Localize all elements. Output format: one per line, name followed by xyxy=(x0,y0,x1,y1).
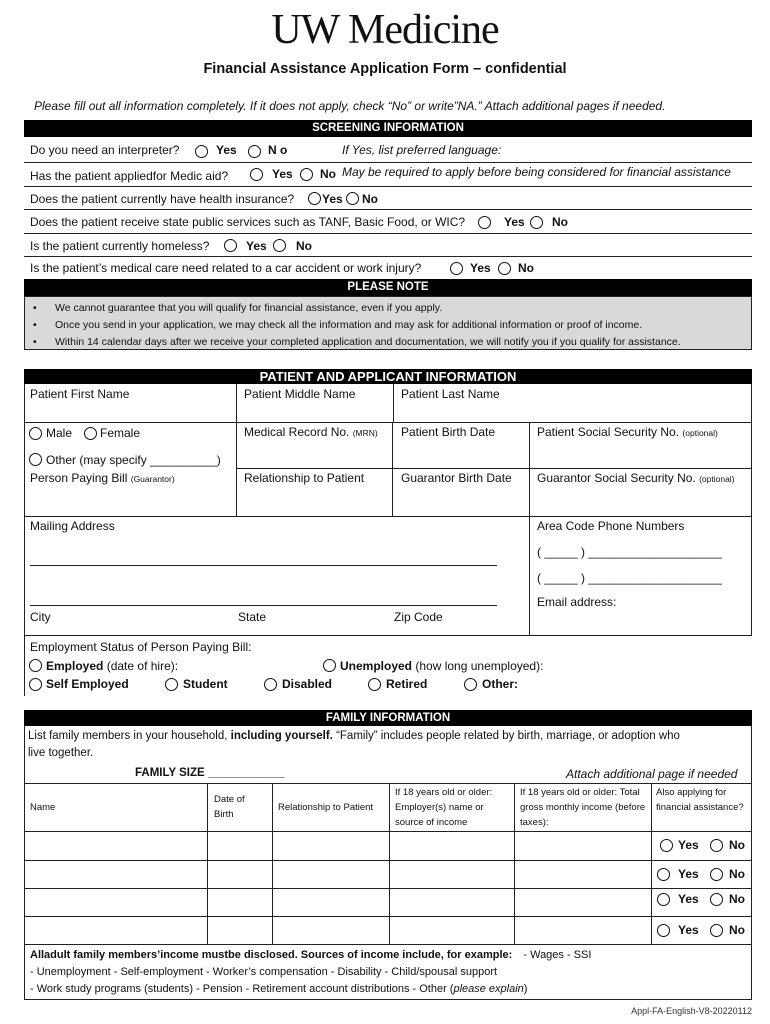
family-intro-d: live together. xyxy=(28,747,94,759)
please-note-item xyxy=(33,334,751,351)
insurance-no-radio[interactable] xyxy=(346,192,359,205)
public-services-no-radio[interactable] xyxy=(530,216,543,229)
medicaid-no-label: No xyxy=(320,167,336,181)
bullet: • xyxy=(33,302,37,314)
family-intro-a: List family members in your household, xyxy=(28,730,228,742)
mrn-abbrev: (MRN) xyxy=(352,428,378,438)
screening-header: SCREENING INFORMATION xyxy=(24,120,752,137)
homeless-no-label: No xyxy=(296,239,312,253)
public-services-no-label: No xyxy=(552,215,568,229)
mailing-address-line[interactable] xyxy=(30,565,497,566)
ssn-label xyxy=(537,425,718,439)
student-radio[interactable] xyxy=(165,678,178,691)
accident-yes-radio[interactable] xyxy=(450,262,463,275)
disabled-label: Disabled xyxy=(282,677,333,691)
family-row2-no-radio[interactable] xyxy=(710,868,723,881)
public-services-row xyxy=(24,210,752,234)
family-size-blank[interactable]: ____________ xyxy=(207,767,285,779)
insurance-question: Does the patient currently have health insurance? xyxy=(30,192,295,206)
please-note-text: Once you send in your application, we may check all the information and may ask for additional information or proof of income. xyxy=(55,319,643,331)
family-row2-yes-label: Yes xyxy=(678,867,699,881)
interpreter-no-radio[interactable] xyxy=(248,145,261,158)
family-row3-no-radio[interactable] xyxy=(710,893,723,906)
homeless-row xyxy=(24,234,752,257)
family-row3-no-label: No xyxy=(729,892,745,906)
unemployed-radio[interactable] xyxy=(323,659,336,672)
uw-medicine-logo: UW Medicine xyxy=(271,7,499,53)
family-row4-no-radio[interactable] xyxy=(710,924,723,937)
interpreter-yes-radio[interactable] xyxy=(195,145,208,158)
family-row4-yes-radio[interactable] xyxy=(657,924,670,937)
medicaid-row xyxy=(24,163,752,187)
other-gender-label: Other (may specify __________) xyxy=(46,453,221,467)
income-note-line3-text: - Work study programs (students) - Pension - Retirement account distributions - Other ( xyxy=(30,983,454,995)
homeless-no-radio[interactable] xyxy=(273,239,286,252)
attach-note: Attach additional page if needed xyxy=(566,767,738,781)
male-radio[interactable] xyxy=(29,427,42,440)
interpreter-yes-label: Yes xyxy=(216,143,237,157)
family-row2-no-label: No xyxy=(729,867,745,881)
insurance-yes-radio[interactable] xyxy=(308,192,321,205)
medicaid-question: Has the patient appliedfor Medic aid? xyxy=(30,169,229,183)
homeless-yes-radio[interactable] xyxy=(224,239,237,252)
unemployed-sub: (how long unemployed): xyxy=(415,659,544,673)
ssn-optional: (optional) xyxy=(682,428,718,438)
col-dob: Date of Birth xyxy=(214,794,245,820)
please-note-item xyxy=(33,317,751,334)
homeless-yes-label: Yes xyxy=(246,239,267,253)
family-intro-b: including yourself. xyxy=(230,730,333,742)
guarantor-ssn-text: Guarantor Social Security No. xyxy=(537,471,696,485)
income-note-line1 xyxy=(30,949,591,961)
employment-status-label: Employment Status of Person Paying Bill: xyxy=(30,640,252,654)
payer-guarantor: (Guarantor) xyxy=(130,474,175,484)
guarantor-birth-label: Guarantor Birth Date xyxy=(401,471,512,485)
footer-code: Appl-FA-English-V8-20220112 xyxy=(631,1006,752,1016)
form-title: Financial Assistance Application Form – confidential xyxy=(203,61,567,77)
accident-row xyxy=(24,257,752,279)
unemployed-text: Unemployed xyxy=(340,659,413,673)
family-intro xyxy=(28,730,680,742)
col-relationship: Relationship to Patient xyxy=(278,802,374,813)
insurance-yes-label: Yes xyxy=(322,192,343,206)
employed-label xyxy=(46,659,178,673)
phone-field-2[interactable]: ( _____ ) ____________________ xyxy=(537,571,722,585)
family-intro-c: “Family” includes people related by birth, marriage, or adoption who xyxy=(336,730,680,742)
family-row4-no-label: No xyxy=(729,923,745,937)
homeless-question: Is the patient currently homeless? xyxy=(30,239,210,253)
payer-text: Person Paying Bill xyxy=(30,471,128,485)
please-note-text: Within 14 calendar days after we receive your completed application and documentation, we will notify you if you qualify for assistance. xyxy=(55,336,681,348)
mrn-label xyxy=(244,425,378,439)
city-label: City xyxy=(30,610,51,624)
medicaid-note: May be required to apply before being considered for financial assistance xyxy=(342,165,731,179)
insurance-row xyxy=(24,187,752,210)
income-note-tail: - Wages - SSI xyxy=(523,949,592,961)
employed-radio[interactable] xyxy=(29,659,42,672)
student-label: Student xyxy=(183,677,228,691)
interpreter-question: Do you need an interpreter? xyxy=(30,143,180,157)
self-employed-label: Self Employed xyxy=(46,677,129,691)
col-employer: If 18 years old or older: Employer(s) name or source of income xyxy=(395,787,493,828)
insurance-no-label: No xyxy=(362,192,378,206)
other-status-label: Other: xyxy=(482,677,518,691)
accident-no-radio[interactable] xyxy=(498,262,511,275)
guarantor-ssn-label xyxy=(537,471,735,485)
state-label: State xyxy=(238,610,267,624)
self-employed-radio[interactable] xyxy=(29,678,42,691)
family-size-label xyxy=(135,767,285,779)
employed-text: Employed xyxy=(46,659,104,673)
family-row1-yes-label: Yes xyxy=(678,838,699,852)
zip-label: Zip Code xyxy=(394,610,443,624)
col-income: If 18 years old or older: Total gross monthly income (before taxes): xyxy=(520,787,646,828)
accident-question: Is the patient’s medical care need related to a car accident or work injury? xyxy=(30,261,422,275)
family-row3-yes-label: Yes xyxy=(678,892,699,906)
family-row1-no-label: No xyxy=(729,838,745,852)
disabled-radio[interactable] xyxy=(264,678,277,691)
family-header: FAMILY INFORMATION xyxy=(24,710,752,726)
mailing-address-line-2[interactable] xyxy=(30,605,497,606)
income-note-lead: Alladult family members’income mustbe disclosed. Sources of income include, for example: xyxy=(30,949,513,961)
income-note-line3-end: ) xyxy=(523,983,528,995)
mrn-text: Medical Record No. xyxy=(244,425,350,439)
male-label: Male xyxy=(46,426,73,440)
unemployed-label xyxy=(340,659,543,673)
mailing-address-label: Mailing Address xyxy=(30,519,115,533)
accident-yes-label: Yes xyxy=(470,261,491,275)
retired-radio[interactable] xyxy=(368,678,381,691)
family-row2-yes-radio[interactable] xyxy=(657,868,670,881)
ssn-text: Patient Social Security No. xyxy=(537,425,680,439)
bullet: • xyxy=(33,319,37,331)
bullet: • xyxy=(33,336,37,348)
employed-sub: (date of hire): xyxy=(106,659,179,673)
interpreter-language-note: If Yes, list preferred language: xyxy=(342,143,502,157)
interpreter-no-label: N o xyxy=(268,143,288,157)
relationship-label: Relationship to Patient xyxy=(244,471,365,485)
family-row1-no-radio[interactable] xyxy=(710,839,723,852)
middle-name-label: Patient Middle Name xyxy=(244,387,356,401)
medicaid-yes-label: Yes xyxy=(272,167,293,181)
other-gender-radio[interactable] xyxy=(29,453,42,466)
income-note-line2: - Unemployment - Self-employment - Worker’s compensation - Disability - Child/spousal support xyxy=(30,966,498,978)
family-size-text: FAMILY SIZE xyxy=(135,767,205,779)
phone-numbers-label: Area Code Phone Numbers xyxy=(537,519,685,533)
col-applying: Also applying for financial assistance? xyxy=(656,787,744,813)
col-name: Name xyxy=(30,802,56,813)
family-row4-yes-label: Yes xyxy=(678,923,699,937)
payer-label xyxy=(30,471,175,485)
email-label: Email address: xyxy=(537,595,617,609)
interpreter-row xyxy=(24,139,752,163)
birth-date-label: Patient Birth Date xyxy=(401,425,496,439)
instructions: Please fill out all information completely. If it does not apply, check “No” or write”NA.” Attach additional pages if needed. xyxy=(34,99,666,113)
family-row3-yes-radio[interactable] xyxy=(657,893,670,906)
public-services-question: Does the patient receive state public services such as TANF, Basic Food, or WIC? xyxy=(30,215,466,229)
accident-no-label: No xyxy=(518,261,534,275)
first-name-label: Patient First Name xyxy=(30,387,130,401)
please-note-header: PLEASE NOTE xyxy=(24,279,752,296)
retired-label: Retired xyxy=(386,677,428,691)
guarantor-ssn-optional: (optional) xyxy=(699,474,735,484)
last-name-label: Patient Last Name xyxy=(401,387,500,401)
other-status-radio[interactable] xyxy=(464,678,477,691)
please-note-item xyxy=(33,300,751,317)
income-note-line3-italic: please explain xyxy=(453,983,524,995)
medicaid-no-radio[interactable] xyxy=(300,168,313,181)
please-note-text: We cannot guarantee that you will qualify for financial assistance, even if you apply. xyxy=(55,302,443,314)
family-row1-yes-radio[interactable] xyxy=(660,839,673,852)
female-radio[interactable] xyxy=(84,427,97,440)
public-services-yes-label: Yes xyxy=(504,215,525,229)
income-note-line3 xyxy=(30,983,527,995)
public-services-yes-radio[interactable] xyxy=(478,216,491,229)
patient-info-header: PATIENT AND APPLICANT INFORMATION xyxy=(24,369,752,384)
phone-field-1[interactable]: ( _____ ) ____________________ xyxy=(537,545,722,559)
female-label: Female xyxy=(100,426,141,440)
please-note-box xyxy=(24,296,752,350)
medicaid-yes-radio[interactable] xyxy=(250,168,263,181)
